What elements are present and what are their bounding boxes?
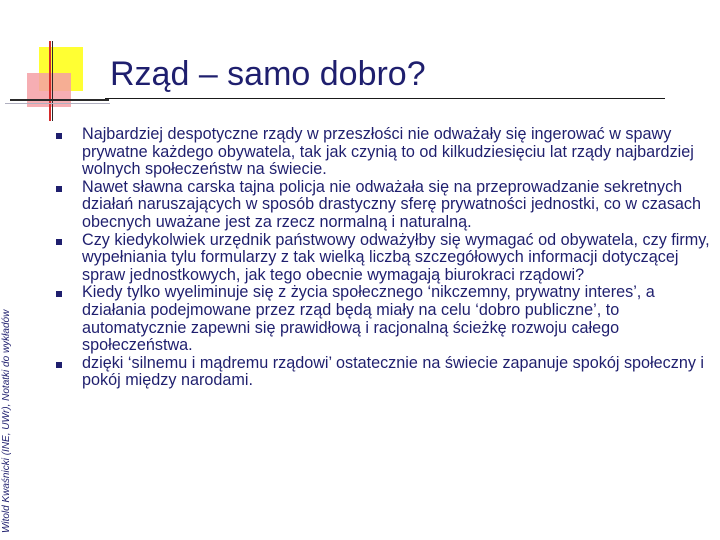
bullet-text: Nawet sławna carska tajna policja nie odważała się na przeprowadzanie sekretnych działań naruszających w sposób drastyczny sferę prywatności jednostki, co w czasach obecnych uważane jest za rzecz normalną i naturalną. (82, 177, 702, 231)
decor-red-vertical-line (49, 41, 51, 121)
decor-pale-horizontal-line (5, 103, 110, 104)
bullet-text: Kiedy tylko wyeliminuje się z życia społecznego ‘nikczemny, prywatny interes’, a działania podejmowane przez rząd będą miały na celu ‘dobro publiczne’, to automatycznie zapewni się prawidłową i racjonalną ścieżkę rozwoju całego społeczeństwa. (82, 283, 655, 355)
square-bullet-icon (56, 133, 62, 139)
vertical-side-note: Witold Kwaśnicki (INE, UWr), Notatki do wykładów (1, 309, 12, 533)
decor-dark-horizontal-line (10, 99, 109, 101)
bullet-text: Czy kiedykolwiek urzędnik państwowy odważyłby się wymagać od obywatela, czy firmy, wypełniania tylu formularzy z tak wielką liczbą szczegółowych informacji dotyczącej spraw jednostkowych, jak tego obecnie wymagają biurokraci rządowi? (82, 230, 710, 284)
square-bullet-icon (56, 239, 62, 245)
bullet-item (54, 232, 714, 285)
slide-title: Rząd – samo dobro? (110, 55, 426, 93)
bullet-item (54, 284, 714, 354)
bullet-list (54, 126, 714, 390)
decor-dark-vertical-line (52, 41, 53, 121)
square-bullet-icon (56, 362, 62, 368)
bullet-item (54, 126, 714, 179)
bullet-item (54, 179, 714, 232)
bullet-text: Najbardziej despotyczne rządy w przeszłości nie odważały się ingerować w spawy prywatne każdego obywatela, tak jak czynią to od kilkudziesięciu lat rządy najbardziej wolnych społeczeństw na świecie. (82, 125, 694, 179)
title-underline (105, 98, 665, 99)
square-bullet-icon (56, 186, 62, 192)
square-bullet-icon (56, 291, 62, 297)
bullet-text: dzięki ‘silnemu i mądremu rządowi’ ostatecznie na świecie zapanuje spokój społeczny i pokój między narodami. (82, 353, 705, 390)
bullet-item (54, 355, 714, 390)
